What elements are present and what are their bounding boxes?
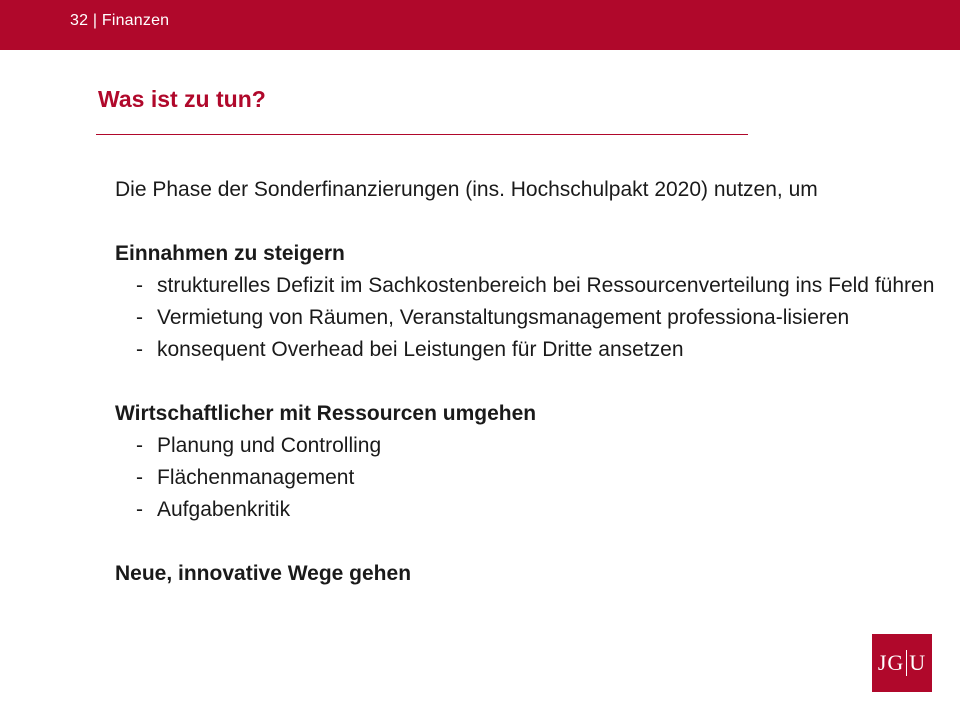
list-item [115,334,935,366]
intro-text: Die Phase der Sonderfinanzierungen (ins. Hochschulpakt 2020) nutzen, um [115,178,818,201]
bullet-text: strukturelles Defizit im Sachkostenbereich bei Ressourcenverteilung ins Feld führen [157,274,935,297]
jgu-logo [872,634,932,692]
logo-separator [906,650,907,676]
bullet-text: Flächenmanagement [157,466,355,489]
list-item [115,302,935,334]
bullet-marker: - [136,498,143,521]
list-item [115,270,935,302]
slide-content [115,174,935,590]
header-bar [0,0,960,50]
bullet-marker: - [136,338,143,361]
bullet-marker: - [136,274,143,297]
spacer [115,366,935,398]
bullet-text: Planung und Controlling [157,434,382,457]
section-heading-income: Einnahmen zu steigern [115,242,345,265]
breadcrumb: 32 | Finanzen [70,12,170,29]
bullet-text: Aufgabenkritik [157,498,291,521]
bullet-text: Vermietung von Räumen, Veranstaltungsmanagement professiona-lisieren [157,306,850,329]
spacer [115,206,935,238]
title-divider [96,134,748,135]
list-item [115,462,935,494]
section-heading-resources: Wirtschaftlicher mit Ressourcen umgehen [115,402,537,425]
logo-text-right: U [909,650,927,675]
logo-text-left: JG [877,650,905,675]
bullet-marker: - [136,434,143,457]
slide-title: Was ist zu tun? [98,86,266,112]
list-item [115,494,935,526]
section-heading-innovation: Neue, innovative Wege gehen [115,562,412,585]
spacer [115,526,935,558]
bullet-marker: - [136,306,143,329]
bullet-text: konsequent Overhead bei Leistungen für Dritte ansetzen [157,338,684,361]
list-item [115,430,935,462]
bullet-marker: - [136,466,143,489]
